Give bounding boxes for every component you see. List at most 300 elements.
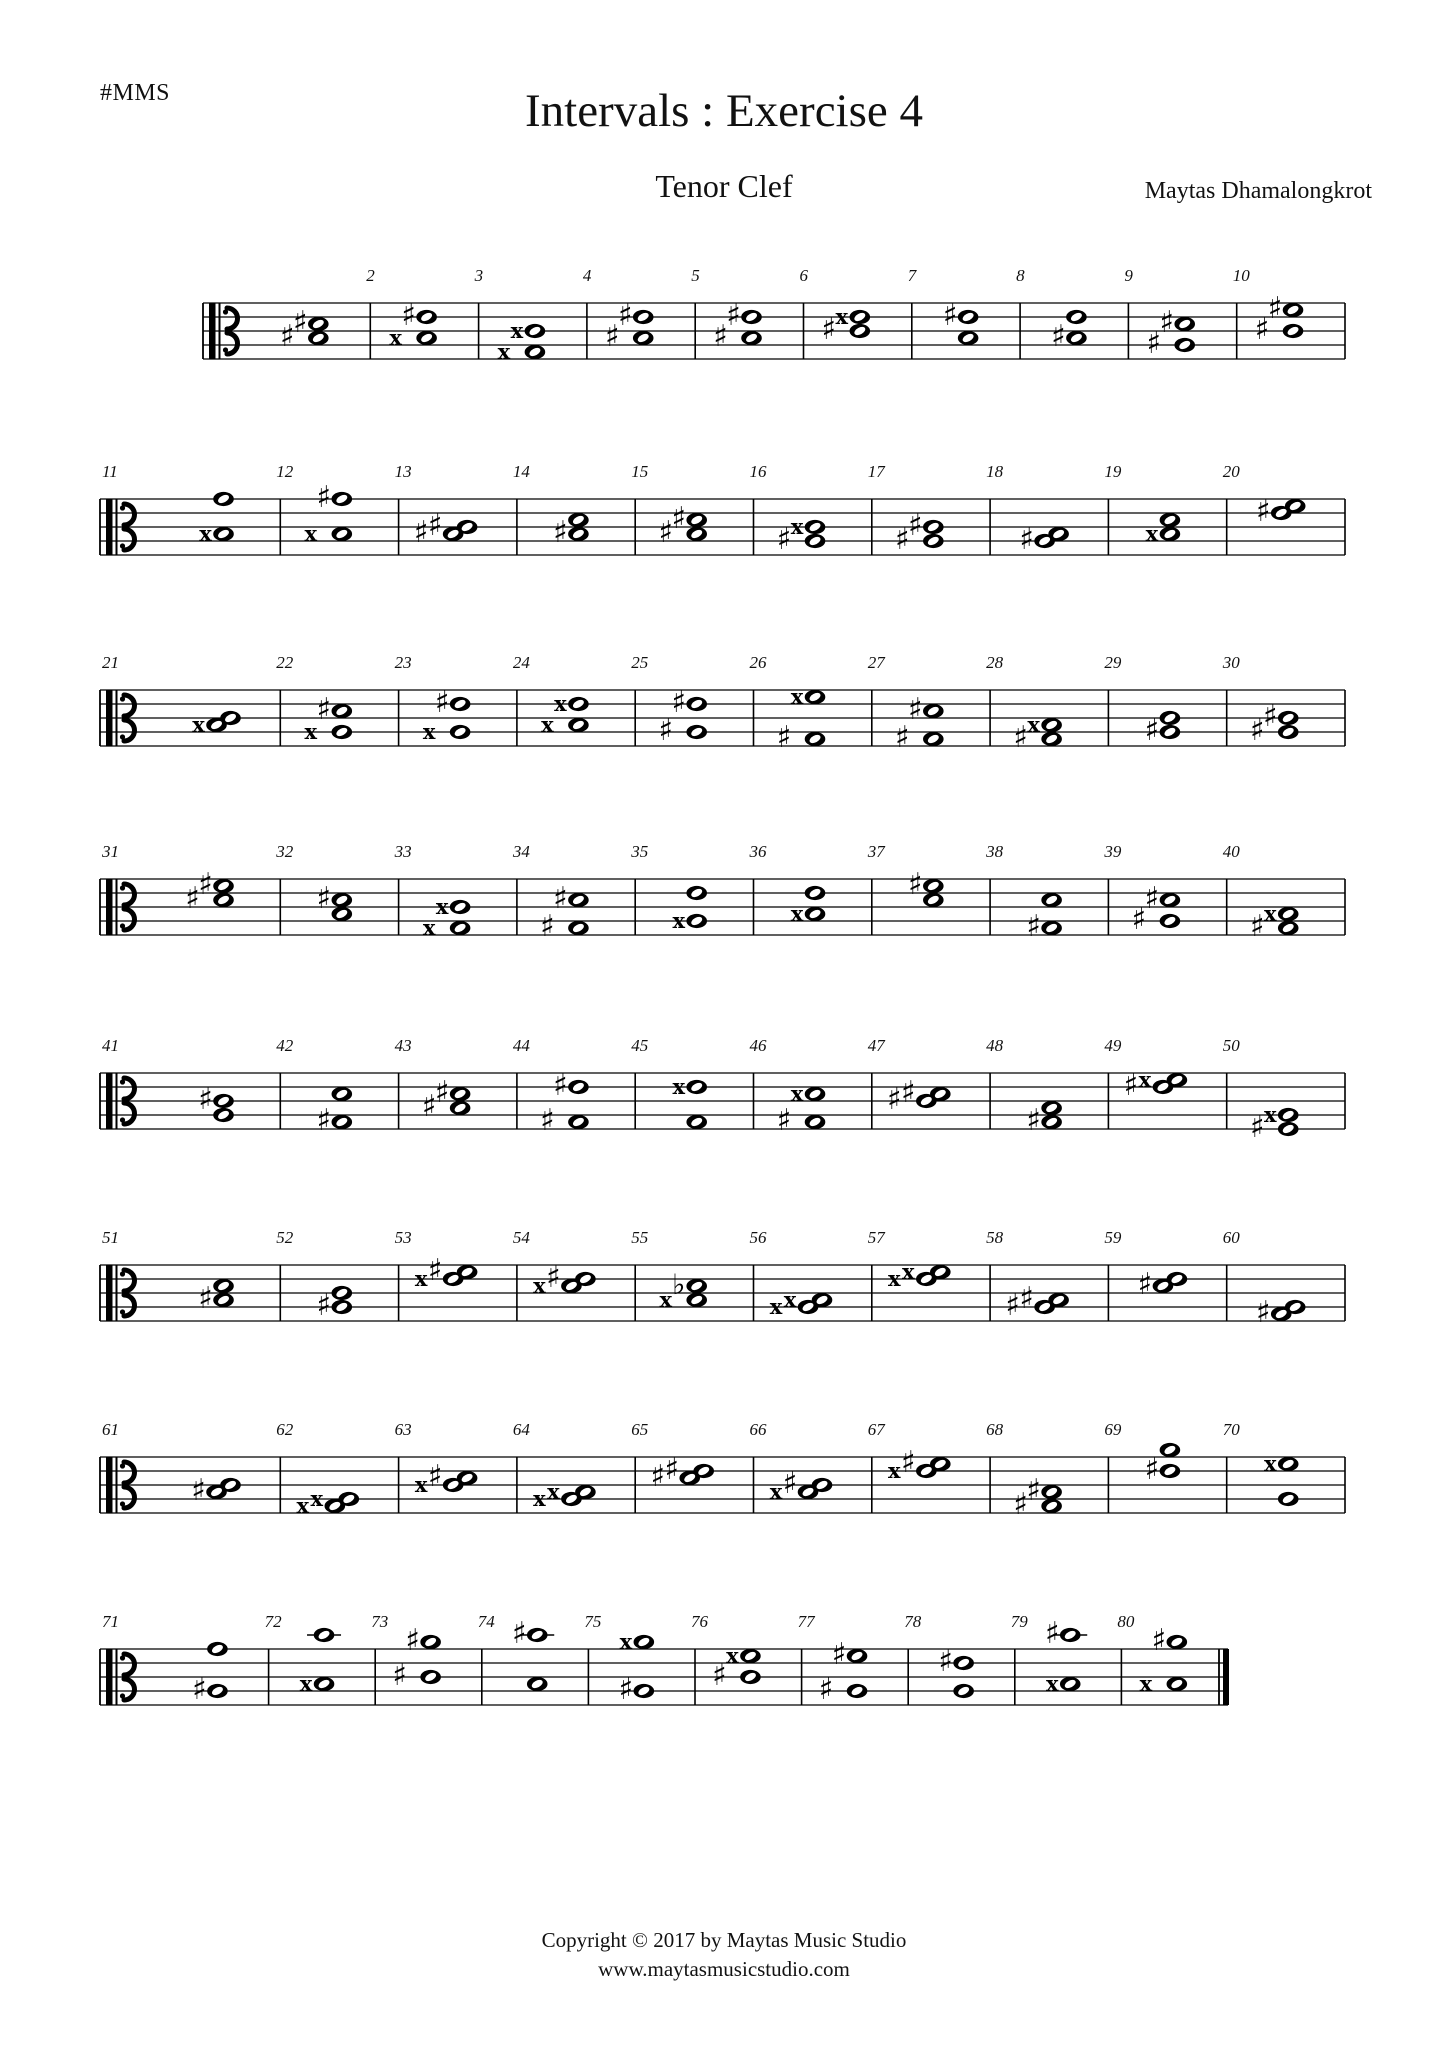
whole-note-head — [850, 324, 871, 338]
double-sharp-icon: x — [414, 1266, 428, 1291]
sharp-icon: ♯ — [831, 1637, 847, 1672]
measure-number: 26 — [749, 653, 767, 672]
double-sharp-icon: x — [790, 1081, 804, 1106]
sharp-icon: ♯ — [191, 1473, 206, 1508]
whole-note-head — [450, 697, 471, 711]
whole-note-head — [457, 1471, 478, 1485]
measure-number: 5 — [691, 266, 700, 285]
measure-number: 45 — [631, 1036, 649, 1055]
double-sharp-icon: x — [299, 1671, 313, 1696]
whole-note-head — [1167, 1677, 1188, 1691]
double-sharp-icon: x — [1138, 1067, 1152, 1092]
whole-note-head — [527, 1628, 548, 1642]
measure-number: 80 — [1117, 1612, 1135, 1631]
sharp-icon: ♯ — [316, 1103, 332, 1138]
flat-icon: ♭ — [672, 1268, 686, 1301]
whole-note-head — [923, 534, 944, 548]
measure-number: 50 — [1222, 1036, 1240, 1055]
sharp-icon: ♯ — [1026, 1103, 1041, 1138]
sharp-icon: ♯ — [604, 319, 620, 354]
whole-note-head — [213, 893, 234, 907]
sharp-icon: ♯ — [280, 319, 295, 354]
subtitle-clef: Tenor Clef — [655, 168, 793, 204]
sharp-icon: ♯ — [782, 1466, 798, 1501]
sharp-icon: ♯ — [192, 1672, 207, 1707]
double-sharp-icon: x — [435, 894, 449, 919]
whole-note-head — [686, 914, 707, 928]
whole-note-head — [958, 310, 979, 324]
sharp-icon: ♯ — [553, 881, 568, 916]
whole-note-head — [568, 1080, 589, 1094]
double-sharp-icon: x — [422, 719, 436, 744]
whole-note-head — [207, 1642, 228, 1656]
whole-note-head — [332, 527, 353, 541]
measure-number: 72 — [264, 1612, 282, 1631]
double-sharp-icon: x — [1263, 901, 1277, 926]
sharp-icon: ♯ — [316, 1288, 332, 1323]
whole-note-head — [686, 697, 707, 711]
staff-system-4 — [0, 809, 1448, 999]
measure-number: 7 — [907, 266, 917, 285]
measure-number: 77 — [797, 1612, 815, 1631]
whole-note-head — [1160, 893, 1181, 907]
whole-note-head — [568, 921, 589, 935]
whole-note-head — [1283, 303, 1304, 317]
whole-note-head — [850, 310, 871, 324]
measure-number: 76 — [691, 1612, 708, 1631]
whole-note-head — [634, 1684, 655, 1698]
whole-note-head — [525, 345, 546, 359]
whole-note-head — [1174, 317, 1195, 331]
measure-number: 10 — [1232, 266, 1250, 285]
sharp-icon: ♯ — [942, 298, 958, 333]
sharp-icon: ♯ — [1131, 902, 1147, 937]
whole-note-head — [693, 1464, 714, 1478]
studio-tag: #MMS — [100, 80, 171, 106]
whole-note-head — [450, 1101, 471, 1115]
measure-number: 6 — [799, 266, 808, 285]
sharp-icon: ♯ — [553, 515, 568, 550]
whole-note-head — [1048, 1293, 1069, 1307]
sharp-icon: ♯ — [712, 1658, 727, 1693]
measure-number: 8 — [1016, 266, 1025, 285]
whole-note-head — [207, 1684, 228, 1698]
whole-note-head — [332, 893, 353, 907]
double-sharp-icon: x — [304, 521, 318, 546]
whole-note-head — [213, 492, 234, 506]
sharp-icon: ♯ — [1051, 319, 1066, 354]
sharp-icon: ♯ — [413, 515, 429, 550]
sharp-icon: ♯ — [1254, 312, 1270, 347]
whole-note-head — [1278, 1492, 1299, 1506]
sharp-icon: ♯ — [401, 298, 416, 333]
measure-number: 70 — [1222, 1420, 1240, 1439]
measure-number: 14 — [512, 462, 530, 481]
whole-note-head — [314, 1628, 335, 1642]
sharp-icon: ♯ — [1026, 1473, 1041, 1508]
whole-note-head — [741, 331, 762, 345]
whole-note-head — [568, 893, 589, 907]
whole-note-head — [1285, 499, 1306, 513]
sharp-icon: ♯ — [1019, 1281, 1034, 1316]
whole-note-head — [332, 492, 353, 506]
measure-number: 48 — [986, 1036, 1004, 1055]
double-sharp-icon: x — [510, 318, 524, 343]
measure-number: 21 — [102, 653, 119, 672]
whole-note-head — [1041, 1115, 1062, 1129]
whole-note-head — [308, 317, 329, 331]
whole-note-head — [1041, 718, 1062, 732]
measure-number: 23 — [394, 653, 412, 672]
whole-note-head — [339, 1492, 360, 1506]
whole-note-head — [457, 520, 478, 534]
whole-note-head — [332, 704, 353, 718]
whole-note-head — [568, 718, 589, 732]
composer-name: Maytas Dhamalongkrot — [1144, 178, 1372, 204]
page-title: Intervals : Exercise 4 — [524, 85, 924, 137]
sharp-icon: ♯ — [546, 1260, 561, 1295]
whole-note-head — [930, 1087, 951, 1101]
sharp-icon: ♯ — [427, 508, 443, 543]
whole-note-head — [220, 1478, 241, 1492]
whole-note-head — [847, 1684, 868, 1698]
measure-number: 71 — [102, 1612, 119, 1631]
whole-note-head — [575, 1485, 596, 1499]
measure-number: 73 — [371, 1612, 389, 1631]
measure-number: 31 — [102, 842, 119, 861]
measure-number: 59 — [1104, 1228, 1122, 1247]
whole-note-head — [1160, 725, 1181, 739]
whole-note-head — [1041, 921, 1062, 935]
measure-number: 35 — [631, 842, 649, 861]
measure-number: 12 — [276, 462, 294, 481]
sharp-icon: ♯ — [887, 1082, 902, 1117]
measure-number: 13 — [394, 462, 412, 481]
whole-note-head — [213, 1293, 234, 1307]
measure-number: 39 — [1104, 842, 1122, 861]
measure-number: 65 — [631, 1420, 649, 1439]
measure-number: 37 — [867, 842, 885, 861]
sharp-icon: ♯ — [1255, 494, 1271, 529]
double-sharp-icon: x — [672, 1074, 685, 1099]
double-sharp-icon: x — [414, 1472, 428, 1497]
measure-number: 69 — [1104, 1420, 1122, 1439]
sharp-icon: ♯ — [938, 1644, 953, 1679]
whole-note-head — [213, 1108, 234, 1122]
sharp-icon: ♯ — [392, 1658, 407, 1693]
whole-note-head — [308, 331, 329, 345]
whole-note-head — [930, 1265, 951, 1279]
whole-note-head — [568, 1115, 589, 1129]
whole-note-head — [1278, 725, 1299, 739]
whole-note-head — [332, 725, 353, 739]
sharp-icon: ♯ — [1013, 1487, 1028, 1522]
double-sharp-icon: x — [672, 908, 685, 933]
whole-note-head — [1174, 338, 1195, 352]
measure-number: 32 — [276, 842, 294, 861]
sharp-icon: ♯ — [427, 1459, 443, 1494]
whole-note-head — [220, 711, 241, 725]
double-sharp-icon: x — [541, 712, 554, 737]
whole-note-head — [1278, 907, 1299, 921]
sharp-icon: ♯ — [198, 1281, 213, 1316]
measure-number: 57 — [867, 1228, 885, 1247]
measure-number: 15 — [631, 462, 649, 481]
measure-number: 18 — [986, 462, 1004, 481]
tenor-clef-icon — [209, 303, 216, 359]
sharp-icon: ♯ — [776, 1103, 792, 1138]
double-sharp-icon: x — [304, 719, 318, 744]
whole-note-head — [1160, 711, 1181, 725]
sharp-icon: ♯ — [895, 720, 910, 755]
measure-number: 47 — [867, 1036, 885, 1055]
sharp-icon: ♯ — [405, 1623, 420, 1658]
sharp-icon: ♯ — [908, 867, 923, 902]
whole-note-head — [314, 1677, 335, 1691]
measure-number: 41 — [102, 1036, 119, 1055]
double-sharp-icon: x — [547, 1479, 560, 1504]
sharp-icon: ♯ — [664, 1452, 679, 1487]
staff-system-7 — [0, 1387, 1448, 1577]
whole-note-head — [332, 1300, 353, 1314]
whole-note-head — [332, 1087, 353, 1101]
whole-note-head — [686, 513, 707, 527]
sharp-icon: ♯ — [1123, 1068, 1139, 1103]
whole-note-head — [1160, 527, 1181, 541]
sharp-icon: ♯ — [511, 1616, 527, 1651]
whole-note-head — [805, 1087, 826, 1101]
sharp-icon: ♯ — [1005, 1288, 1020, 1323]
whole-note-head — [633, 331, 654, 345]
whole-note-head — [420, 1635, 441, 1649]
sharp-icon: ♯ — [1137, 1267, 1153, 1302]
sharp-icon: ♯ — [1249, 713, 1265, 748]
whole-note-head — [213, 1094, 234, 1108]
whole-note-head — [740, 1670, 761, 1684]
whole-note-head — [1041, 1101, 1062, 1115]
sharp-icon: ♯ — [1144, 1452, 1160, 1487]
whole-note-head — [953, 1656, 974, 1670]
tenor-clef-icon — [106, 690, 113, 746]
double-sharp-icon: x — [790, 684, 804, 709]
measure-number: 51 — [102, 1228, 119, 1247]
measure-number: 74 — [477, 1612, 495, 1631]
sharp-icon: ♯ — [421, 1089, 437, 1124]
sharp-icon: ♯ — [713, 319, 728, 354]
measure-number: 52 — [276, 1228, 294, 1247]
sharp-icon: ♯ — [650, 1459, 665, 1494]
whole-note-head — [1278, 711, 1299, 725]
whole-note-head — [686, 1293, 707, 1307]
sharp-icon: ♯ — [540, 1103, 555, 1138]
sharp-icon: ♯ — [316, 881, 332, 916]
staff-system-5 — [0, 1003, 1448, 1193]
whole-note-head — [740, 1649, 761, 1663]
whole-note-head — [1041, 732, 1062, 746]
staff-system-3 — [0, 620, 1448, 810]
sharp-icon: ♯ — [818, 1672, 834, 1707]
double-sharp-icon: x — [389, 325, 402, 350]
tenor-clef-icon — [106, 1649, 113, 1705]
double-sharp-icon: x — [1263, 1102, 1277, 1127]
double-sharp-icon: x — [1139, 1671, 1153, 1696]
footer — [0, 1926, 1448, 1984]
measure-number: 3 — [474, 266, 484, 285]
tenor-clef-icon — [106, 499, 113, 555]
sharp-icon: ♯ — [1013, 720, 1028, 755]
whole-note-head — [805, 534, 826, 548]
sharp-icon: ♯ — [726, 298, 741, 333]
measure-number: 66 — [749, 1420, 767, 1439]
measure-number: 75 — [584, 1612, 602, 1631]
whole-note-head — [213, 879, 234, 893]
sharp-icon: ♯ — [776, 522, 792, 557]
measure-number: 4 — [582, 266, 592, 285]
final-barline-thick — [1223, 1649, 1229, 1705]
sharp-icon: ♯ — [617, 298, 633, 333]
whole-note-head — [953, 1684, 974, 1698]
staff-system-6 — [0, 1195, 1448, 1385]
sharp-icon: ♯ — [293, 305, 308, 340]
sharp-icon: ♯ — [895, 522, 910, 557]
sharp-icon: ♯ — [1151, 1623, 1167, 1658]
whole-note-head — [1278, 1457, 1299, 1471]
measure-number: 2 — [366, 266, 375, 285]
measure-number: 67 — [867, 1420, 885, 1439]
measure-number: 44 — [512, 1036, 530, 1055]
whole-note-head — [686, 1279, 707, 1293]
sharp-icon: ♯ — [198, 1082, 213, 1117]
double-sharp-icon: x — [783, 1287, 797, 1312]
sharp-icon: ♯ — [434, 685, 450, 720]
measure-number: 22 — [276, 653, 294, 672]
whole-note-head — [1278, 1122, 1299, 1136]
measure-number: 25 — [631, 653, 649, 672]
whole-note-head — [450, 921, 471, 935]
whole-note-head — [332, 1115, 353, 1129]
measure-number: 20 — [1222, 462, 1240, 481]
measure-number: 61 — [102, 1420, 119, 1439]
staff-system-2 — [0, 429, 1448, 619]
whole-note-head — [633, 310, 654, 324]
measure-number: 27 — [867, 653, 885, 672]
whole-note-head — [416, 331, 437, 345]
whole-note-head — [741, 310, 762, 324]
whole-note-head — [1278, 921, 1299, 935]
double-sharp-icon: x — [1145, 521, 1159, 546]
measure-number: 55 — [631, 1228, 649, 1247]
measure-number: 40 — [1222, 842, 1240, 861]
whole-note-head — [923, 893, 944, 907]
sharp-icon: ♯ — [1144, 713, 1160, 748]
whole-note-head — [568, 513, 589, 527]
sharp-icon: ♯ — [821, 312, 837, 347]
sharp-icon: ♯ — [901, 1075, 916, 1110]
measure-number: 16 — [749, 462, 767, 481]
whole-note-head — [686, 1080, 707, 1094]
whole-note-head — [686, 725, 707, 739]
double-sharp-icon: x — [769, 1294, 783, 1319]
measure-number: 30 — [1222, 653, 1240, 672]
sharp-icon: ♯ — [1249, 909, 1265, 944]
double-sharp-icon: x — [422, 915, 436, 940]
whole-note-head — [1060, 1677, 1081, 1691]
measure-number: 38 — [986, 842, 1004, 861]
sharp-icon: ♯ — [618, 1672, 634, 1707]
whole-note-head — [568, 527, 589, 541]
copyright-line: Copyright © 2017 by Maytas Music Studio — [541, 1928, 907, 1952]
whole-note-head — [450, 725, 471, 739]
whole-note-head — [1041, 893, 1062, 907]
whole-note-head — [930, 1457, 951, 1471]
sharp-icon: ♯ — [1019, 522, 1034, 557]
sharp-icon: ♯ — [1026, 909, 1041, 944]
double-sharp-icon: x — [497, 339, 511, 364]
sharp-icon: ♯ — [1159, 305, 1174, 340]
whole-note-head — [332, 907, 353, 921]
double-sharp-icon: x — [1027, 712, 1040, 737]
double-sharp-icon: x — [790, 514, 804, 539]
double-sharp-icon: x — [790, 901, 804, 926]
double-sharp-icon: x — [835, 304, 849, 329]
whole-note-head — [450, 900, 471, 914]
whole-note-head — [847, 1649, 868, 1663]
whole-note-head — [805, 520, 826, 534]
measure-number: 9 — [1124, 266, 1133, 285]
sharp-icon: ♯ — [1262, 699, 1278, 734]
website-line: www.maytasmusicstudio.com — [598, 1957, 850, 1981]
whole-note-head — [416, 310, 437, 324]
whole-note-head — [686, 886, 707, 900]
sharp-icon: ♯ — [316, 692, 332, 727]
double-sharp-icon: x — [1263, 1451, 1277, 1476]
sharp-icon: ♯ — [671, 501, 686, 536]
whole-note-head — [1160, 1464, 1181, 1478]
whole-note-head — [1285, 1300, 1306, 1314]
double-sharp-icon: x — [888, 1458, 901, 1483]
measure-number: 53 — [394, 1228, 412, 1247]
measure-number: 78 — [904, 1612, 922, 1631]
sharp-icon: ♯ — [1255, 1295, 1271, 1330]
double-sharp-icon: x — [310, 1486, 324, 1511]
whole-note-head — [450, 1087, 471, 1101]
sharp-icon: ♯ — [1249, 1110, 1265, 1145]
measure-number: 58 — [986, 1228, 1004, 1247]
whole-note-head — [1160, 1443, 1181, 1457]
measure-number: 28 — [986, 653, 1004, 672]
sharp-icon: ♯ — [908, 692, 923, 727]
sharp-icon: ♯ — [540, 909, 555, 944]
whole-note-head — [575, 1272, 596, 1286]
whole-note-head — [1041, 1485, 1062, 1499]
measure-number: 68 — [986, 1420, 1004, 1439]
whole-note-head — [1066, 331, 1087, 345]
whole-note-head — [1278, 1108, 1299, 1122]
sharp-icon: ♯ — [553, 1068, 568, 1103]
measure-number: 43 — [394, 1036, 412, 1055]
sharp-icon: ♯ — [316, 480, 332, 515]
measure-number: 46 — [749, 1036, 767, 1055]
sharp-icon: ♯ — [658, 713, 673, 748]
measure-number: 34 — [512, 842, 530, 861]
whole-note-head — [805, 886, 826, 900]
whole-note-head — [923, 520, 944, 534]
whole-note-head — [1041, 1499, 1062, 1513]
staff-system-8 — [0, 1579, 1448, 1769]
whole-note-head — [568, 697, 589, 711]
double-sharp-icon: x — [769, 1479, 783, 1504]
whole-note-head — [958, 331, 979, 345]
